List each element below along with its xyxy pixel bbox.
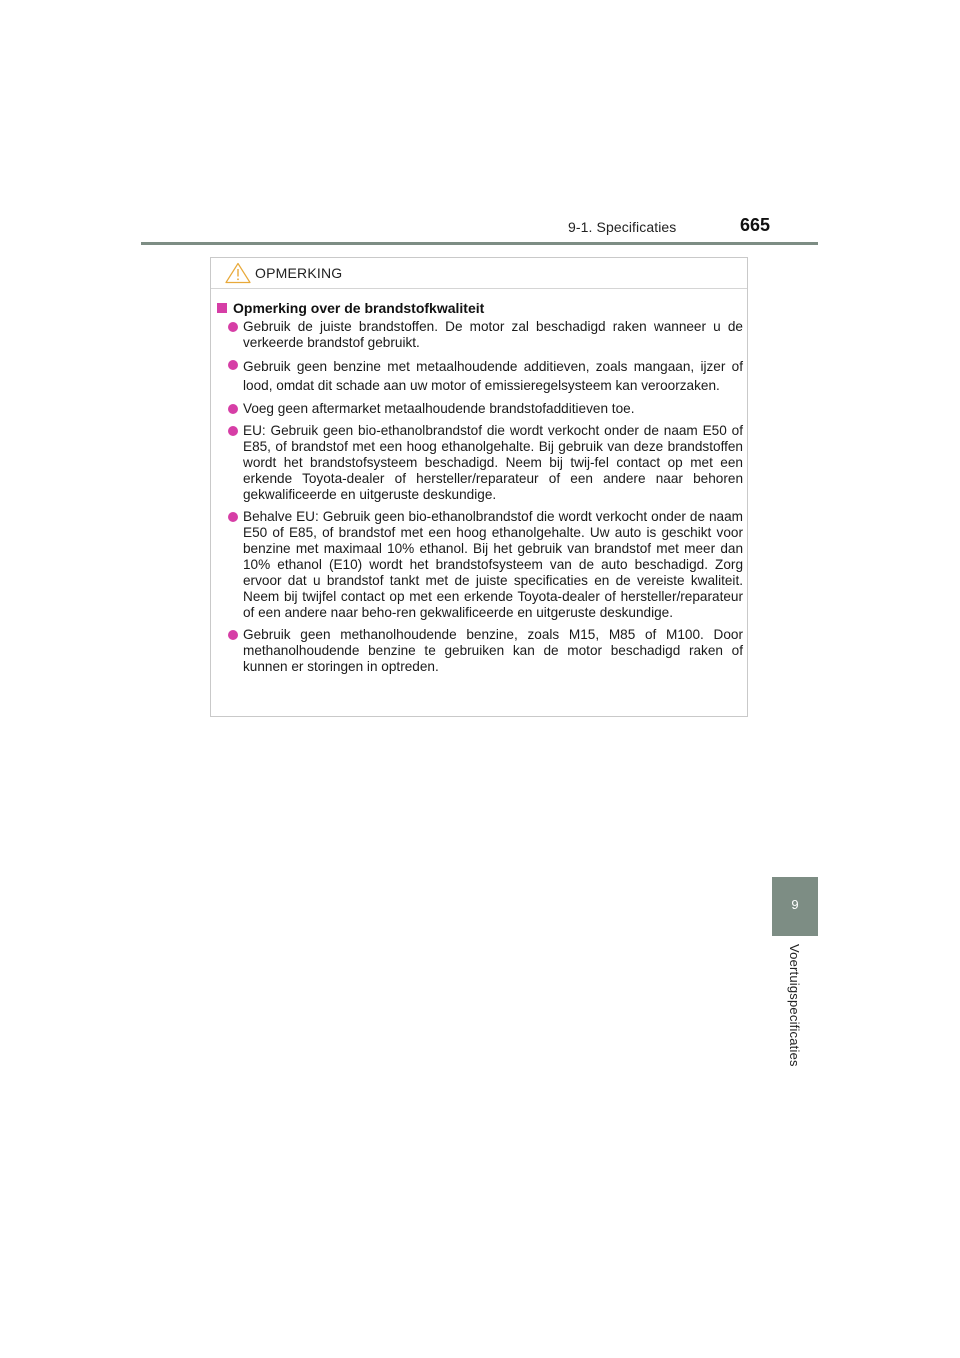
list-item bbox=[217, 423, 743, 503]
bullet-icon bbox=[228, 404, 238, 414]
bullet-icon bbox=[228, 322, 238, 332]
square-bullet-icon bbox=[217, 303, 227, 313]
notice-header bbox=[211, 258, 747, 289]
list-item bbox=[217, 627, 743, 675]
page-number: 665 bbox=[740, 215, 771, 235]
list-item-text: Gebruik geen benzine met metaalhoudende additieven, zoals mangaan, ijzer of lood, omdat dit schade aan uw motor of emissieregelsysteem kan veroorzaken. bbox=[243, 359, 743, 393]
list-item bbox=[217, 509, 743, 621]
section-heading bbox=[217, 300, 743, 316]
list-item-text: EU: Gebruik geen bio-ethanolbrandstof die wordt verkocht onder de naam E50 of E85, of brandstof met een hoog ethanolgehalte. Bij gebruik van deze brandstoffen wordt het brandstofsysteem beschadigd. Neem bij twij-fel contact op met een erkende Toyota-dealer of hersteller/reparateur of een andere naar behoren gekwalificeerde en uitgeruste deskundige. bbox=[243, 423, 743, 502]
section-heading-text: Opmerking over de brandstofkwaliteit bbox=[233, 300, 485, 316]
bullet-icon bbox=[228, 426, 238, 436]
list-item-text: Gebruik geen methanolhoudende benzine, zoals M15, M85 of M100. Door methanolhoudende benzine te gebruiken kan de motor beschadigd raken of kunnen er storingen in optreden. bbox=[243, 627, 743, 674]
bullet-icon bbox=[228, 360, 238, 370]
chapter-number: 9 bbox=[791, 897, 799, 912]
list-item bbox=[217, 319, 743, 351]
bullet-icon bbox=[228, 512, 238, 522]
notice-title: OPMERKING bbox=[255, 265, 343, 281]
list-item-text: Behalve EU: Gebruik geen bio-ethanolbrandstof die wordt verkocht onder de naam E50 of E85, of brandstof met een hoog ethanolgehalte. Uw auto is geschikt voor benzine met maximaal 10% ethanol. Bij het gebruik van brandstof met meer dan 10% ethanol (E10) wordt het brandstofsysteem van de auto beschadigd. Zorg ervoor dat u brandstof tankt met de juiste specificaties en de vereiste kwaliteit. Neem bij twijfel contact op met een erkende Toyota-dealer of hersteller/reparateur of een andere naar beho-ren gekwalificeerde en uitgeruste deskundige. bbox=[243, 509, 743, 620]
notice-box bbox=[210, 257, 748, 717]
chapter-tab[interactable] bbox=[772, 877, 818, 936]
list-item-text: Voeg geen aftermarket metaalhoudende brandstofadditieven toe. bbox=[243, 401, 635, 416]
chapter-title: Voertuigspecificaties bbox=[787, 944, 802, 1067]
section-title: 9-1. Specificaties bbox=[568, 219, 677, 235]
warning-triangle-icon bbox=[225, 262, 251, 284]
bullet-icon bbox=[228, 630, 238, 640]
header-rule bbox=[141, 242, 818, 245]
list-item bbox=[217, 357, 743, 395]
list-item bbox=[217, 401, 743, 417]
list-item-text: Gebruik de juiste brandstoffen. De motor zal beschadigd raken wanneer u de verkeerde brandstof gebruikt. bbox=[243, 319, 743, 350]
notice-body bbox=[217, 300, 743, 681]
